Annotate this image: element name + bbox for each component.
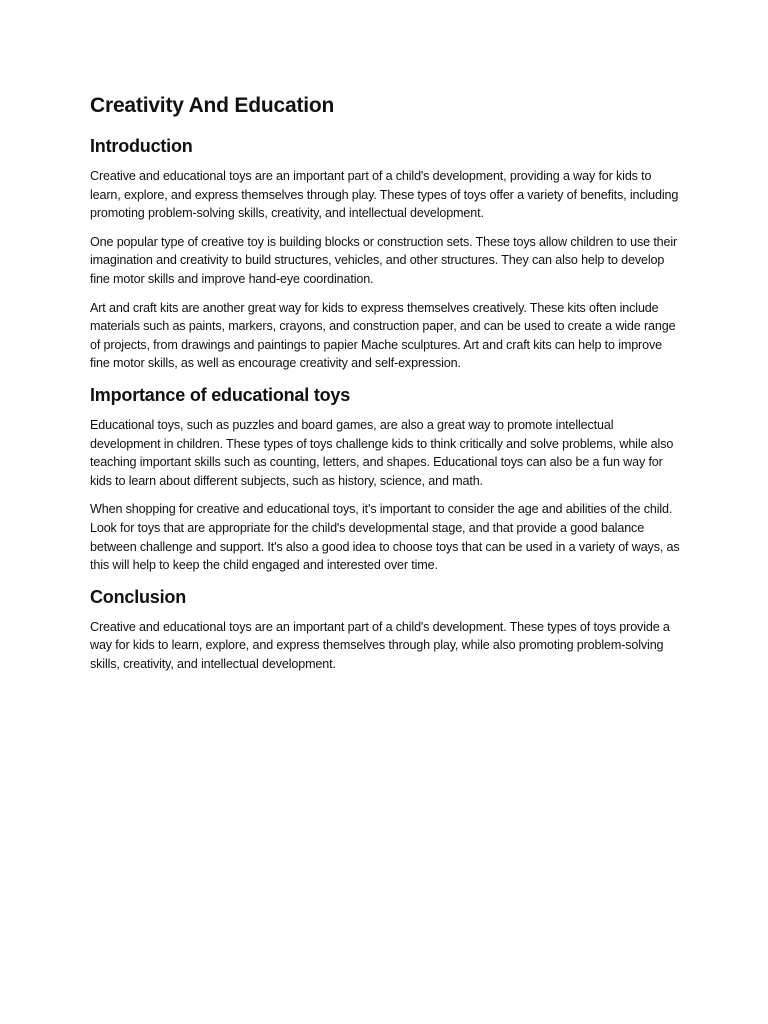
- document-page: [90, 92, 682, 683]
- paragraph: Educational toys, such as puzzles and board games, are also a great way to promote intellectual development in children. These types of toys challenge kids to think critically and solve problems, while also teaching important skills such as counting, letters, and shapes. Educational toys can also be a fun way for kids to learn about different subjects, such as history, science, and math.: [90, 417, 674, 488]
- section-heading: Conclusion: [90, 586, 186, 607]
- section-heading: Introduction: [90, 136, 193, 156]
- paragraph: One popular type of creative toy is building blocks or construction sets. These toys allow children to use their imagination and creativity to build structures, vehicles, and other structures. They can also help to develop fine motor skills and improve hand-eye coordination.: [90, 234, 678, 286]
- section-heading: Importance of educational toys: [90, 384, 351, 405]
- paragraph: Art and craft kits are another great way for kids to express themselves creatively. These kits often include materials such as paints, markers, crayons, and construction paper, and can be used to create a wide range of projects, from drawings and paintings to papier Mache sculptures. Art and craft kits can help to improve fine motor skills, as well as encourage creativity and self-expression.: [90, 300, 676, 371]
- paragraph: Creative and educational toys are an important part of a child's development. These types of toys provide a way for kids to learn, explore, and express themselves through play, while also promoting problem-solving skills, creativity, and intellectual development.: [90, 619, 670, 671]
- section-introduction: [90, 134, 682, 373]
- paragraph: Creative and educational toys are an important part of a child's development, providing a way for kids to learn, explore, and express themselves through play. These types of toys offer a variety of benefits, including promoting problem-solving skills, creativity, and intellectual development.: [90, 169, 679, 221]
- document-title: Creativity And Education: [90, 94, 335, 117]
- section-importance: [90, 383, 682, 575]
- paragraph: When shopping for creative and educational toys, it's important to consider the age and abilities of the child. Look for toys that are appropriate for the child's developmental stage, and that provide a good balance between challenge and support. It's also a good idea to choose toys that can be used in a variety of ways, as this will help to keep the child engaged and interested over time.: [90, 502, 680, 573]
- section-conclusion: [90, 585, 682, 674]
